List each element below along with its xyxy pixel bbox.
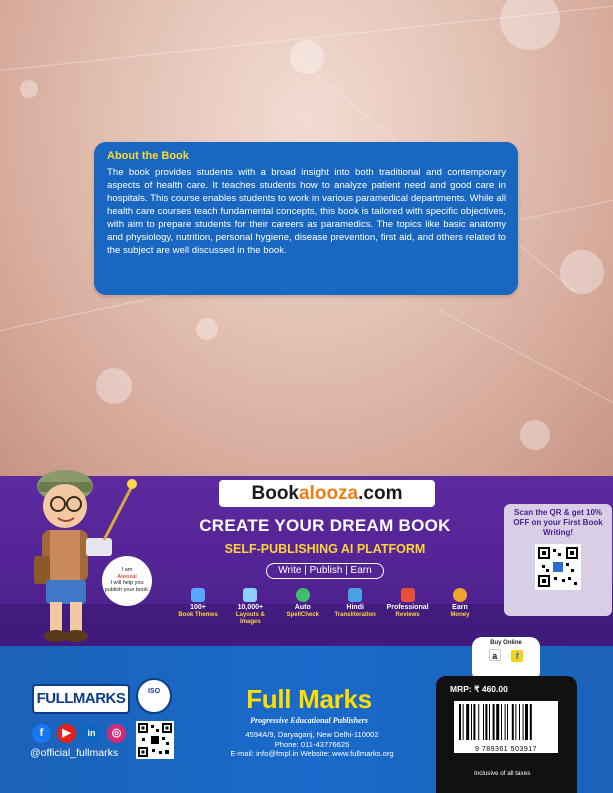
barcode-bar [471, 704, 472, 740]
site-accent: alooza [299, 483, 359, 504]
publisher-address [204, 730, 420, 759]
tax-note: Inclusive of all taxes [474, 770, 531, 777]
mrp-price: MRP: ₹ 460.00 [450, 684, 508, 694]
barcode-bar [493, 704, 495, 740]
speech-body: I will help you publish your book. [104, 580, 150, 593]
publisher-name: Full Marks [246, 684, 372, 714]
bokeh-circle [196, 318, 218, 340]
feature-label: Layouts & Images [235, 612, 265, 625]
footer [0, 640, 613, 793]
buy-online-badge[interactable] [472, 637, 540, 677]
qr-offer-text: Scan the QR & get 10% OFF on your First Book Writing! [513, 508, 603, 537]
layouts-icon [243, 588, 257, 602]
bokeh-circle [560, 250, 604, 294]
promo-headline: CREATE YOUR DREAM BOOK [199, 516, 451, 535]
barcode-bar [489, 704, 490, 740]
barcode-bar [466, 704, 469, 740]
feature-label: Reviews [395, 612, 420, 618]
barcode-bar [519, 704, 520, 740]
feature-number: Auto [294, 604, 311, 611]
social-handle[interactable]: @official_fullmarks [30, 747, 119, 759]
barcode-bar [463, 704, 464, 740]
promo-subheadline: SELF-PUBLISHING AI PLATFORM [224, 542, 426, 556]
facebook-icon[interactable]: f [32, 724, 51, 743]
feature-item [384, 588, 432, 626]
publisher-tagline: Progressive Educational Publishers [250, 716, 368, 725]
barcode-bar [473, 704, 475, 740]
bokeh-circle [520, 420, 550, 450]
barcode-bar [483, 704, 484, 740]
feature-label: Transliteration [334, 612, 376, 618]
flipkart-icon[interactable]: f [511, 650, 523, 662]
site-suffix: .com [358, 483, 403, 504]
isbn-number: 9 789361 503917 [475, 746, 537, 753]
themes-icon [191, 588, 205, 602]
isbn-barcode [454, 701, 558, 753]
site-prefix: Book [251, 483, 299, 504]
barcode-bar [501, 704, 502, 740]
bokeh-circle [20, 80, 38, 98]
feature-item [226, 588, 274, 626]
feature-label: Money [450, 612, 470, 618]
barcode-bar [485, 704, 487, 740]
about-title: About the Book [107, 150, 189, 162]
barcode-bar [523, 704, 524, 740]
bookalooza-logo [219, 480, 435, 507]
mascot-speech-bubble [102, 556, 152, 606]
about-the-book-box [94, 142, 518, 295]
linkedin-icon[interactable]: in [82, 724, 101, 743]
bokeh-circle [290, 40, 324, 74]
bookalooza-qr-code[interactable] [535, 544, 581, 590]
feature-item [436, 588, 484, 626]
speech-name: Aloozal [117, 573, 137, 580]
barcode-bar [525, 704, 528, 740]
amazon-icon[interactable]: a [489, 649, 501, 661]
barcode-bar [507, 704, 508, 740]
money-icon [453, 588, 467, 602]
iso-badge: ISO [136, 678, 172, 714]
feature-item [174, 588, 222, 626]
feature-label: SpellCheck [286, 612, 319, 618]
address-line: 4594A/9, Daryaganj, New Delhi-110002 [245, 730, 379, 739]
feature-label: Book Themes [178, 612, 218, 618]
barcode-bar [505, 704, 506, 740]
qr-offer-card [504, 504, 612, 616]
barcode-bars [458, 704, 554, 740]
feature-number: Earn [452, 604, 468, 611]
barcode-bar [515, 704, 516, 740]
barcode-bar [530, 704, 532, 740]
feature-number: 100+ [190, 604, 206, 611]
mascot-boy-illustration [20, 456, 150, 646]
barcode-bar [496, 704, 499, 740]
price-barcode-panel [436, 676, 577, 793]
feature-number: 10,000+ [237, 604, 264, 611]
email-website-line: E-mail: info@fmpl.in Website: www.fullmarks.org [230, 749, 394, 758]
promo-tagline: Write | Publish | Earn [266, 563, 384, 579]
bokeh-circle [500, 0, 560, 50]
barcode-bar [478, 704, 479, 740]
footer-qr-code[interactable] [136, 721, 174, 759]
feature-list [174, 588, 484, 626]
barcode-bar [459, 704, 461, 740]
phone-line: Phone: 011-43776625 [274, 739, 350, 749]
feature-item [279, 588, 327, 626]
fullmarks-logo: FULLMARKS [32, 684, 130, 714]
feature-item [331, 588, 379, 626]
reviews-icon [401, 588, 415, 602]
instagram-icon[interactable]: ◎ [107, 724, 126, 743]
bokeh-circle [96, 368, 132, 404]
speech-intro: I am [121, 567, 133, 573]
spellcheck-icon [296, 588, 310, 602]
network-line [440, 310, 613, 414]
buy-online-label: Buy Online [490, 640, 522, 646]
about-text: The book provides students with a broad insight into both traditional and contemporary aspects of health care. It teaches students how to analyze patient need and good care in hospitals. This course enables students to work in various paramedical departments. While all health care courses teach fundamental concepts, this book is tailored with specific objectives, with aim to prepare students for their careers as paramedics. The topics like basic anatomy and physiology, nutrition, personal hygiene, disease prevention, first aid, and others related to the subject are well discussed in the book. [107, 167, 506, 256]
feature-number: Professional [386, 604, 429, 611]
feature-number: Hindi [346, 604, 364, 611]
youtube-icon[interactable]: ▶ [57, 724, 76, 743]
barcode-bar [512, 704, 514, 740]
transliteration-icon [348, 588, 362, 602]
